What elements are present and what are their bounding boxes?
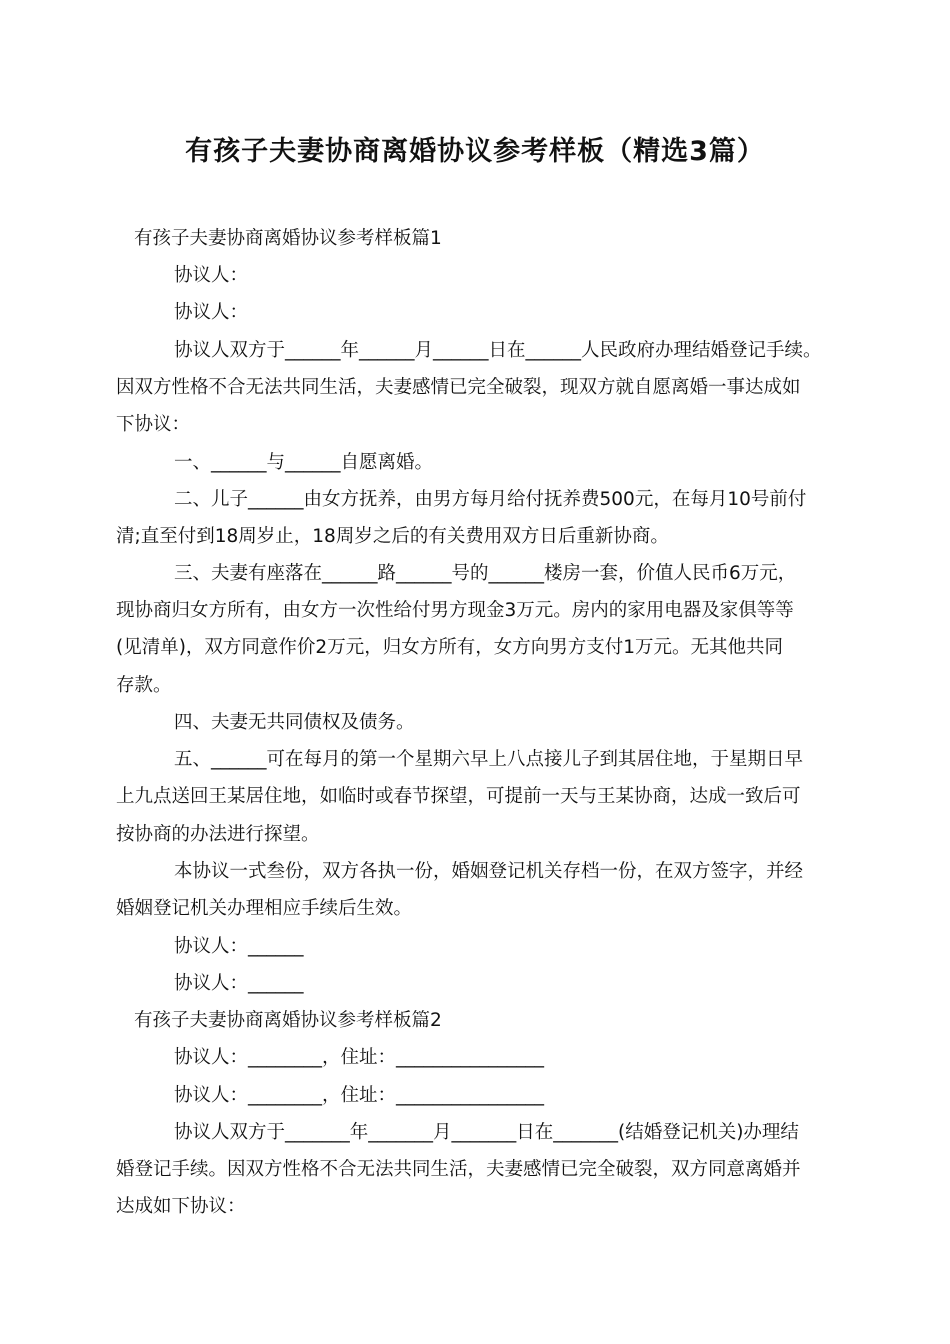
clause-5-line-1: 五、______可在每月的第一个星期六早上八点接儿子到其居住地，于星期日早 — [174, 749, 804, 770]
signature-a: 协议人：______ — [174, 936, 304, 957]
party-b-address-line: 协议人：________，住址：________________ — [174, 1085, 545, 1106]
closing-line-2: 婚姻登记机关办理相应手续后生效。 — [116, 898, 413, 919]
section-2-intro-line-1: 协议人双方于_______年_______月_______日在_______(结婚登记机关)办理结 — [174, 1122, 799, 1143]
section-2-intro-line-2: 婚登记手续。因双方性格不合无法共同生活，夫妻感情已完全破裂，双方同意离婚并 — [116, 1159, 801, 1180]
clause-2-line-2: 清;直至付到18周岁止，18周岁之后的有关费用双方日后重新协商。 — [116, 526, 669, 547]
section-1-heading: 有孩子夫妻协商离婚协议参考样板篇1 — [134, 228, 442, 249]
signature-b: 协议人：______ — [174, 973, 304, 994]
section-2-heading: 有孩子夫妻协商离婚协议参考样板篇2 — [134, 1010, 442, 1031]
party-a-address-line: 协议人：________，住址：________________ — [174, 1047, 545, 1068]
party-b-label: 协议人： — [174, 302, 249, 323]
clause-3-line-4: 存款。 — [116, 675, 172, 696]
intro-line-2: 因双方性格不合无法共同生活，夫妻感情已完全破裂，现双方就自愿离婚一事达成如 — [116, 377, 801, 398]
intro-line-1: 协议人双方于______年______月______日在______人民政府办理结婚登记手续。 — [174, 340, 822, 361]
clause-5-line-2: 上九点送回王某居住地，如临时或春节探望，可提前一天与王某协商，达成一致后可 — [116, 786, 801, 807]
intro-line-3: 下协议： — [116, 414, 191, 435]
clause-3-line-3: (见清单)，双方同意作价2万元，归女方所有，女方向男方支付1万元。无其他共同 — [116, 637, 783, 658]
clause-1: 一、______与______自愿离婚。 — [174, 452, 434, 473]
clause-3-line-1: 三、夫妻有座落在______路______号的______楼房一套，价值人民币6万元， — [174, 563, 797, 584]
document-title: 有孩子夫妻协商离婚协议参考样板（精选3篇） — [185, 136, 765, 167]
clause-2-line-1: 二、儿子______由女方抚养，由男方每月给付抚养费500元，在每月10号前付 — [174, 489, 807, 510]
clause-3-line-2: 现协商归女方所有，由女方一次性给付男方现金3万元。房内的家用电器及家俱等等 — [116, 600, 794, 621]
clause-5-line-3: 按协商的办法进行探望。 — [116, 824, 320, 845]
clause-4: 四、夫妻无共同债权及债务。 — [174, 712, 415, 733]
section-2-intro-line-3: 达成如下协议： — [116, 1196, 246, 1217]
closing-line-1: 本协议一式叁份，双方各执一份，婚姻登记机关存档一份，在双方签字，并经 — [174, 861, 804, 882]
party-a-label: 协议人： — [174, 265, 249, 286]
